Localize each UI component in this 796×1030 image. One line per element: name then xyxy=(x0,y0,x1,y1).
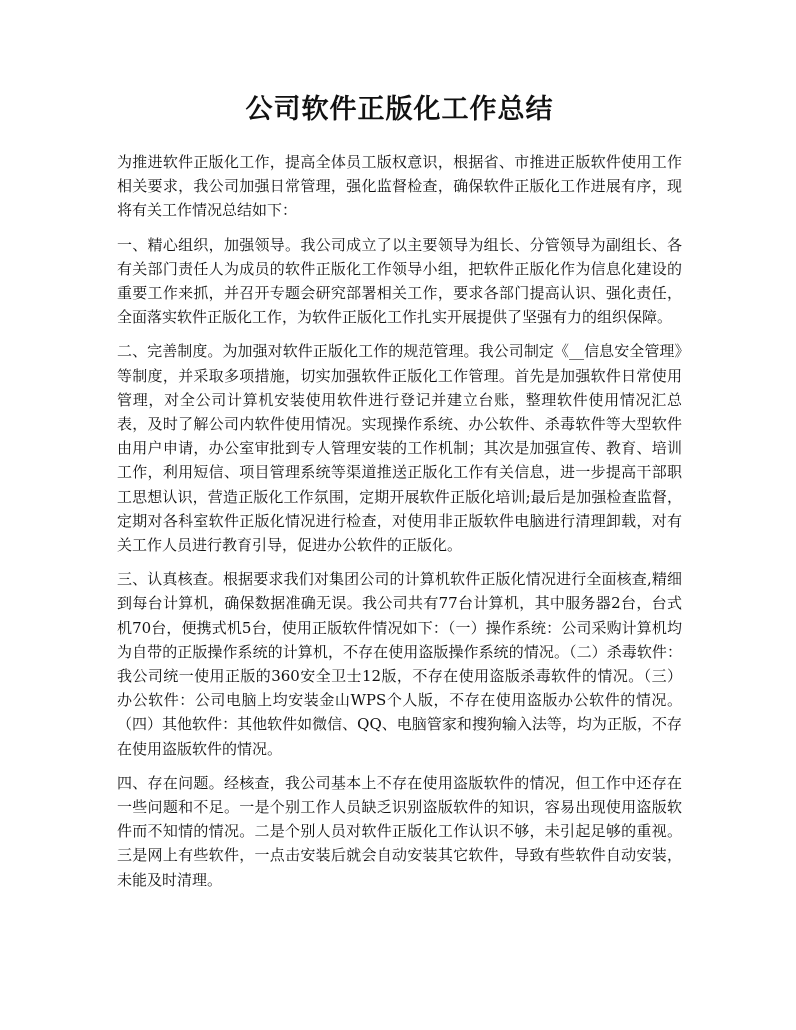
paragraph-intro: 为推进软件正版化工作，提高全体员工版权意识，根据省、市推进正版软件使用工作相关要求，我公司加强日常管理，强化监督检查，确保软件正版化工作进展有序，现将有关工作情况总结如下： xyxy=(117,153,682,220)
paragraph-problems: 四、存在问题。经核查，我公司基本上不存在使用盗版软件的情况，但工作中还存在一些问题和不足。一是个别工作人员缺乏识别盗版软件的知识，容易出现使用盗版软件而不知情的情况。二是个别人员对软件正版化工作认识不够，未引起足够的重视。三是网上有些软件，一点击安装后就会自动安装其它软件，导致有些软件自动安装，未能及时清理。 xyxy=(117,773,682,889)
paragraph-organization: 一、精心组织，加强领导。我公司成立了以主要领导为组长、分管领导为副组长、各有关部门责任人为成员的软件正版化工作领导小组，把软件正版化作为信息化建设的重要工作来抓，并召开专题会研究部署相关工作，要求各部门提高认识、强化责任，全面落实软件正版化工作，为软件正版化工作扎实开展提供了坚强有力的组织保障。 xyxy=(117,235,682,327)
document-title: 公司软件正版化工作总结 xyxy=(245,94,554,125)
paragraph-system: 二、完善制度。为加强对软件正版化工作的规范管理。我公司制定《__信息安全管理》等制度，并采取多项措施，切实加强软件正版化工作管理。首先是加强软件日常使用管理，对全公司计算机安装使用软件进行登记并建立台账，整理软件使用情况汇总表，及时了解公司内软件使用情况。实现操作系统、办公软件、杀毒软件等大型软件由用户申请，办公室审批到专人管理安装的工作机制；其次是加强宣传、教育、培训工作，利用短信、项目管理系统等渠道推送正版化工作有关信息，进一步提高干部职工思想认识，营造正版化工作氛围，定期开展软件正版化培训;最后是加强检查监督，定期对各科室软件正版化情况进行检查，对使用非正版软件电脑进行清理卸载，对有关工作人员进行教育引导，促进办公软件的正版化。 xyxy=(117,342,682,555)
paragraph-inspection: 三、认真核查。根据要求我们对集团公司的计算机软件正版化情况进行全面核查,精细到每台计算机，确保数据准确无误。我公司共有77台计算机，其中服务器2台，台式机70台，便携式机5台，使用正版软件情况如下：（一）操作系统：公司采购计算机均为自带的正版操作系统的计算机，不存在使用盗版操作系统的情况。（二）杀毒软件：我公司统一使用正版的360安全卫士12版，不存在使用盗版杀毒软件的情况。（三）办公软件：公司电脑上均安装金山WPS个人版，不存在使用盗版办公软件的情况。（四）其他软件：其他软件如微信、QQ、电脑管家和搜狗输入法等，均为正版，不存在使用盗版软件的情况。 xyxy=(117,570,682,758)
document-body xyxy=(117,150,682,892)
